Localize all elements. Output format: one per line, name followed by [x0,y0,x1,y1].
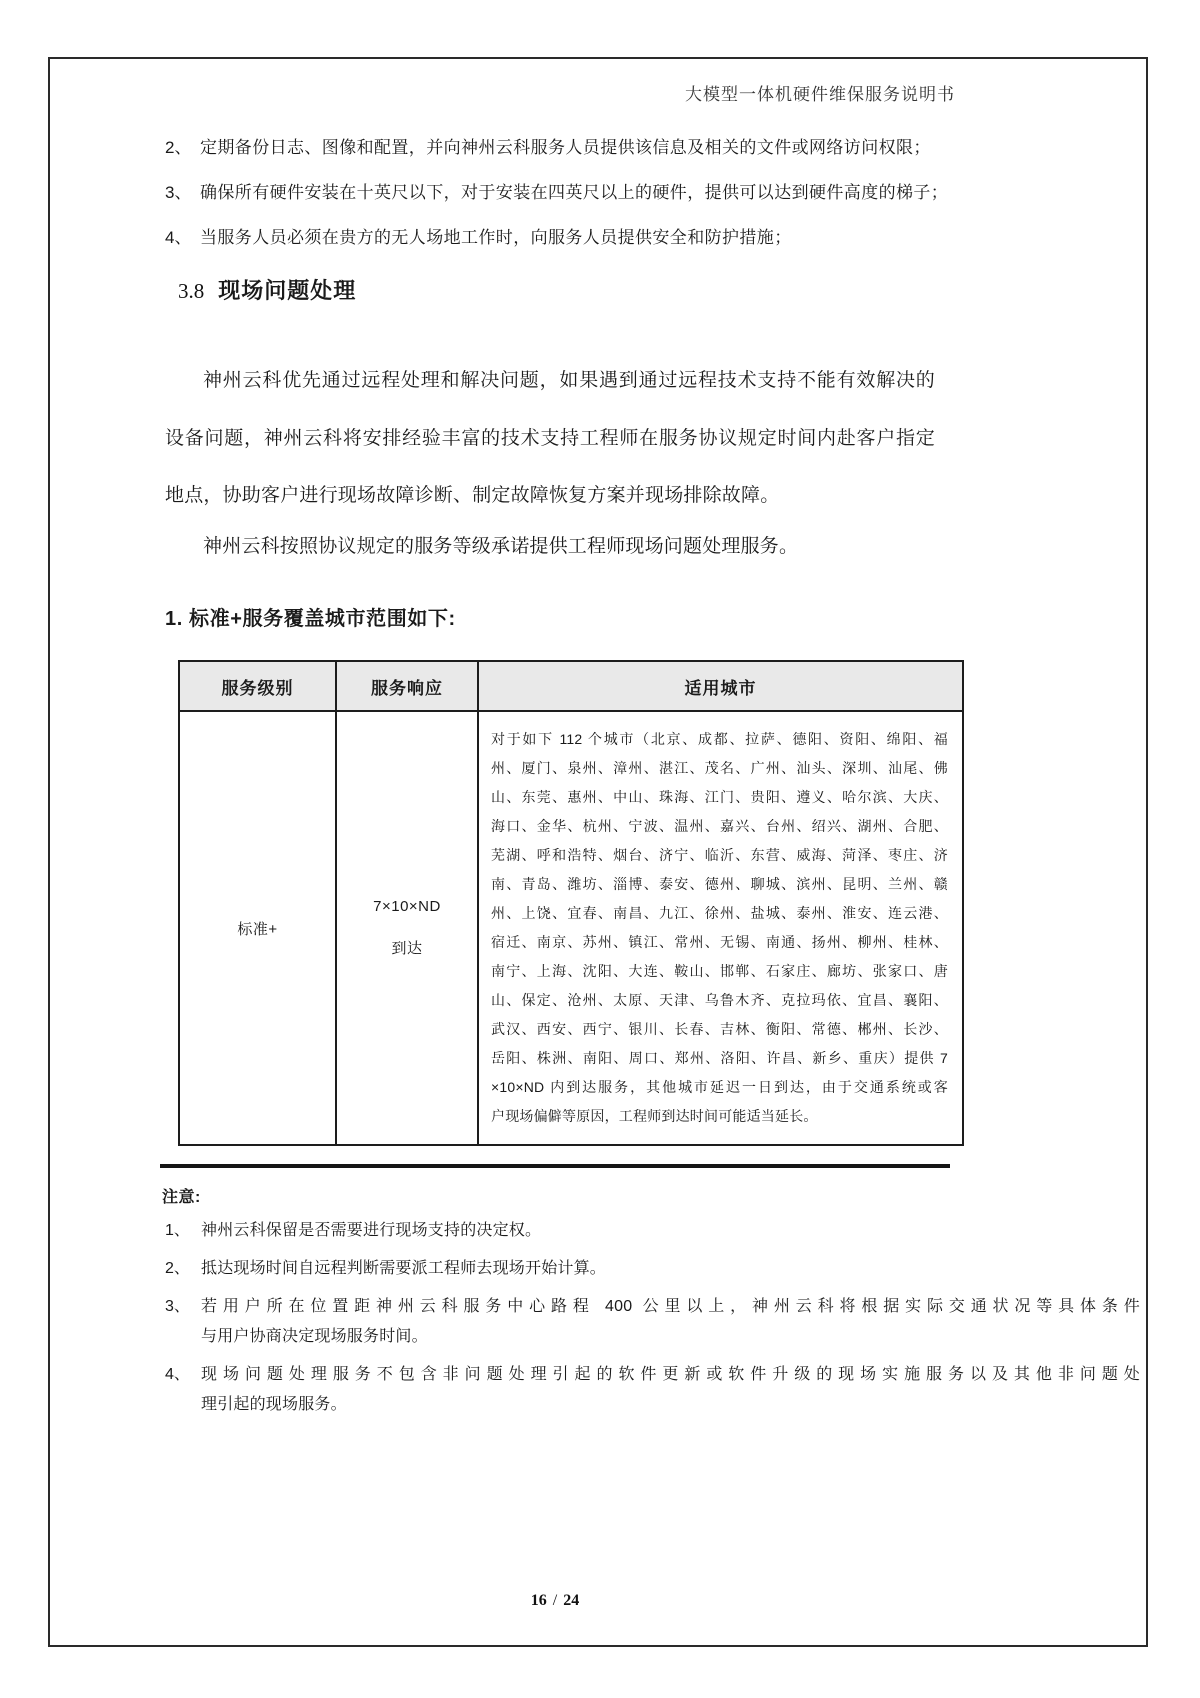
note-line: 理引起的现场服务。 [201,1396,347,1413]
doc-title-header: 大模型一体机硬件维保服务说明书 [685,85,955,104]
note-item [165,1360,1140,1420]
header-cell-service-response: 服务响应 [336,661,478,711]
cities-line: 山、东莞、惠州、中山、珠海、江门、贵阳、遵义、哈尔滨、大庆、 [491,789,948,805]
service-level-cell: 标准+ [179,711,336,1145]
note-number: 3、 [165,1298,190,1315]
cities-line: 州、上饶、宜春、南昌、九江、徐州、盐城、泰州、淮安、连云港、 [491,905,948,921]
list-item [165,136,975,160]
list-item-number: 2、 [165,138,192,157]
section-number: 3.8 [178,279,205,303]
note-item [165,1254,1140,1284]
page-total: 24 [563,1592,580,1609]
cities-line: 户现场偏僻等原因，工程师到达时间可能适当延长。 [491,1108,818,1124]
note-line: 神州云科保留是否需要进行现场支持的决定权。 [201,1222,542,1239]
paragraph-line: 神州云科优先通过远程处理和解决问题，如果遇到通过远程技术支持不能有效解决的 [203,370,935,391]
note-line: 若用户所在位置距神州云科服务中心路程 400 公里以上，神州云科将根据实际交通状况等具体条件 [201,1298,1140,1315]
list-item-text: 定期备份日志、图像和配置，并向神州云科服务人员提供该信息及相关的文件或网络访问权限； [200,138,931,157]
cities-line: 山、保定、沧州、太原、天津、乌鲁木齐、克拉玛依、宜昌、襄阳、 [491,992,948,1008]
cities-line: 对于如下 112 个城市（北京、成都、拉萨、德阳、资阳、绵阳、福 [491,731,948,747]
cities-line: 州、厦门、泉州、漳州、湛江、茂名、广州、汕头、深圳、汕尾、佛 [491,760,948,776]
cities-line: 南宁、上海、沈阳、大连、鞍山、邯郸、石家庄、廊坊、张家口、唐 [491,963,948,979]
section-heading [178,274,356,305]
page-separator: / [552,1592,558,1609]
list-item-number: 3、 [165,183,192,202]
note-number: 2、 [165,1260,190,1277]
list-item [165,226,975,250]
cities-line: 岳阳、株洲、南阳、周口、郑州、洛阳、许昌、新乡、重庆）提供 7 [491,1050,948,1066]
cities-line: ×10×ND 内到达服务，其他城市延迟一日到达，由于交通系统或客 [491,1079,948,1095]
note-number: 1、 [165,1222,190,1239]
note-line: 与用户协商决定现场服务时间。 [201,1328,428,1345]
cities-cell [478,711,963,1145]
coverage-heading: 1. 标准+服务覆盖城市范围如下: [165,608,456,630]
service-response-cell [336,711,478,1145]
note-item [165,1292,1140,1352]
note-number: 4、 [165,1366,190,1383]
paragraph: 神州云科按照协议规定的服务等级承诺提供工程师现场问题处理服务。 [203,536,799,557]
list-item [165,181,975,205]
notes-heading: 注意: [162,1189,201,1206]
header-cell-service-level: 服务级别 [179,661,336,711]
paragraph-line: 设备问题，神州云科将安排经验丰富的技术支持工程师在服务协议规定时间内赴客户指定 [165,427,935,449]
cities-line: 宿迁、南京、苏州、镇江、常州、无锡、南通、扬州、柳州、桂林、 [491,934,948,950]
notes-list [165,1216,1140,1428]
service-response-line: 7×10×ND [373,898,441,915]
section-title: 现场问题处理 [218,278,357,303]
cities-line: 海口、金华、杭州、宁波、温州、嘉兴、台州、绍兴、湖州、合肥、 [491,818,948,834]
service-response-line: 到达 [391,940,423,957]
note-item [165,1216,1140,1246]
list-item-text: 确保所有硬件安装在十英尺以下，对于安装在四英尺以上的硬件，提供可以达到硬件高度的梯子； [200,183,949,202]
divider-rule [160,1164,950,1168]
footer-page-number [0,1592,1110,1610]
note-line: 抵达现场时间自远程判断需要派工程师去现场开始计算。 [201,1260,607,1277]
paragraph-line: 地点，协助客户进行现场故障诊断、制定故障恢复方案并现场排除故障。 [165,485,780,506]
cities-line: 芜湖、呼和浩特、烟台、济宁、临沂、东营、威海、菏泽、枣庄、济 [491,847,948,863]
list-item-text: 当服务人员必须在贵方的无人场地工作时，向服务人员提供安全和防护措施； [200,228,792,247]
paragraph [165,352,935,525]
service-coverage-table [178,660,964,1146]
note-line: 现场问题处理服务不包含非问题处理引起的软件更新或软件升级的现场实施服务以及其他非问题处 [201,1366,1140,1383]
page-current: 16 [530,1592,547,1609]
header-cell-applicable-cities: 适用城市 [478,661,963,711]
table-row [179,711,963,1145]
cities-line: 武汉、西安、西宁、银川、长春、吉林、衡阳、常德、郴州、长沙、 [491,1021,948,1037]
cities-line: 南、青岛、潍坊、淄博、泰安、德州、聊城、滨州、昆明、兰州、赣 [491,876,948,892]
table-header-row [179,661,963,711]
list-item-number: 4、 [165,228,192,247]
